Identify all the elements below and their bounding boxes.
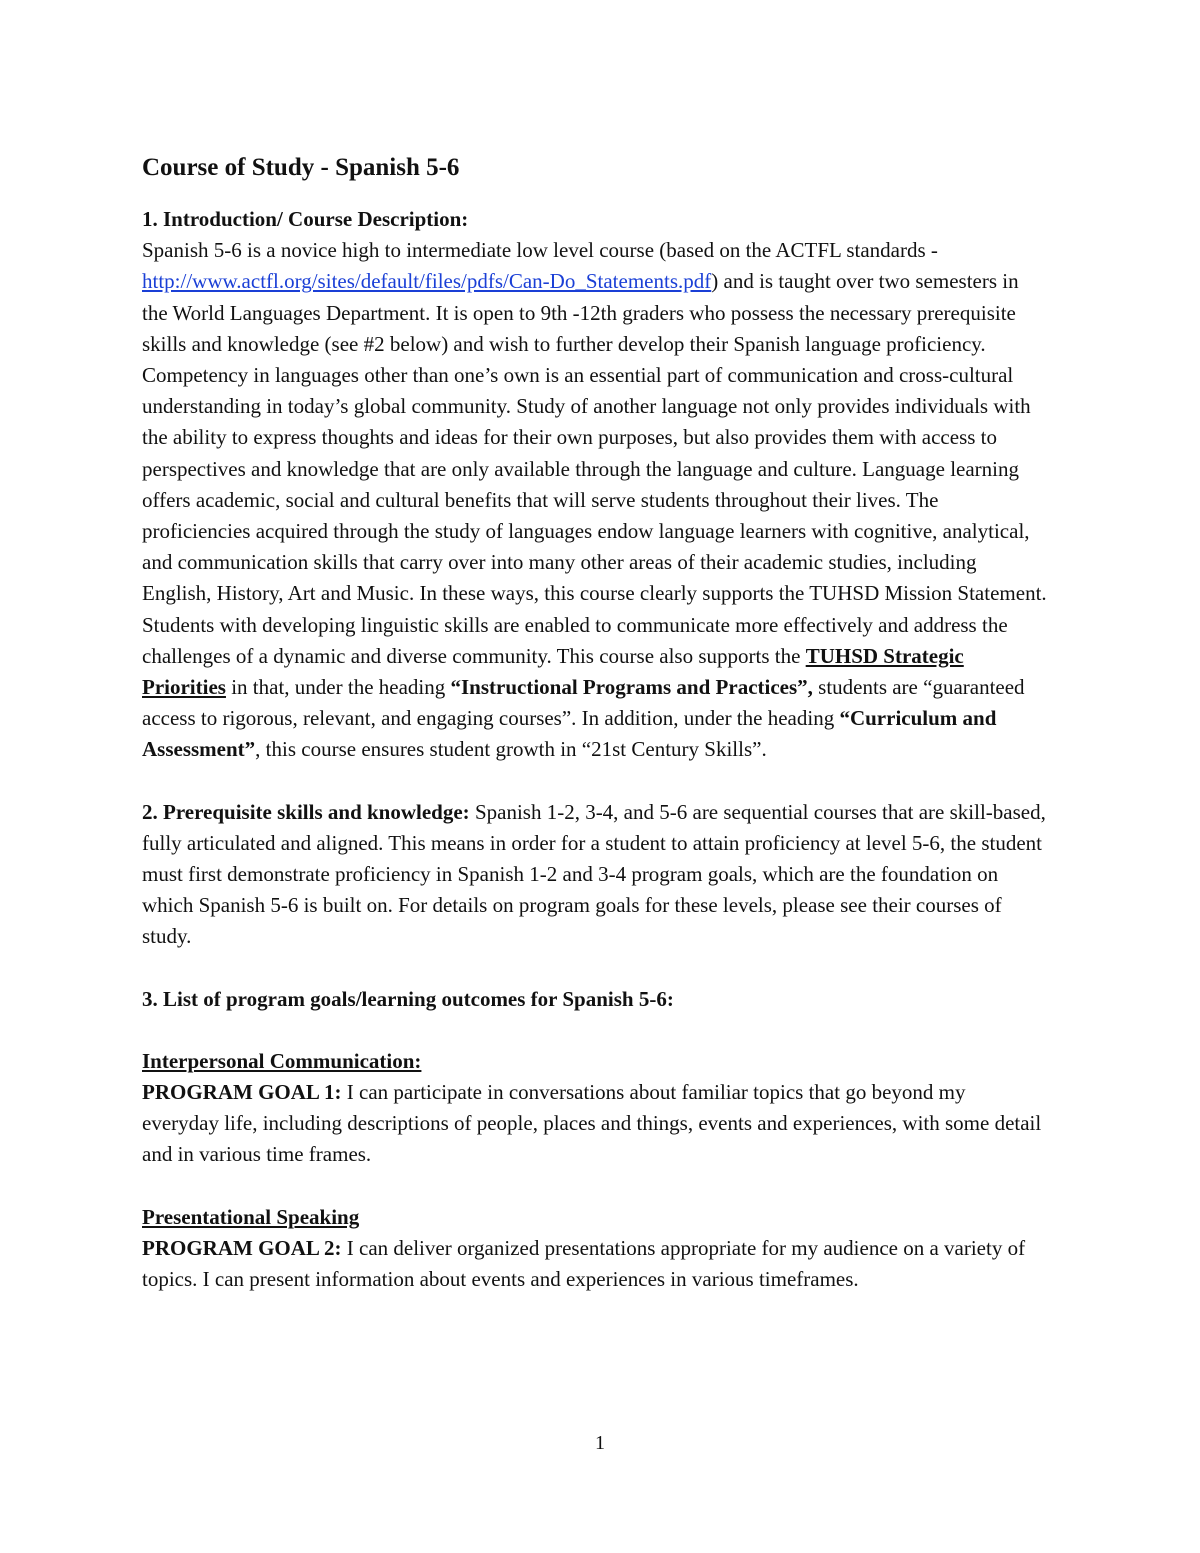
goal-1-category: Interpersonal Communication: [142,1048,422,1073]
section-1-text-c: in that, under the heading [225,675,451,700]
goal-1-label: PROGRAM GOAL 1: [142,1080,342,1105]
section-1-text-d: students are “guaranteed access to rigorous, relevant, and engaging courses”. In addition, under the heading [142,675,1025,731]
section-3-heading: 3. List of program goals/learning outcomes for Spanish 5-6: [142,986,674,1011]
goal-2-text: I can deliver organized presentations appropriate for my audience on a variety of topics. I can present information about events and experiences in various timeframes. [142,1235,1026,1292]
spacer [142,1015,1047,1046]
instructional-programs-heading: “Instructional Programs and Practices”, [450,675,813,700]
strategic-priorities-heading: TUHSD Strategic Priorities [142,643,964,700]
spacer [142,1171,1047,1202]
document-body [142,150,1047,1295]
document-title: Course of Study - Spanish 5-6 [142,154,460,181]
actfl-standards-link[interactable]: http://www.actfl.org/sites/default/files/pdfs/Can-Do_Statements.pdf [142,269,712,294]
section-1-heading: 1. Introduction/ Course Description: [142,207,469,231]
goal-2-category: Presentational Speaking [142,1204,360,1229]
goal-1-text: I can participate in conversations about familiar topics that go beyond my everyday life, including descriptions of people, places and things, events and experiences, with some detail and in various time frames. [142,1080,1042,1167]
section-2-text: Spanish 1-2, 3-4, and 5-6 are sequential courses that are skill-based, fully articulated and aligned. This means in order for a student to attain proficiency at level 5-6, the student must first demonstrate proficiency in Spanish 1-2 and 3-4 program goals, which are the foundation on which Spanish 5-6 is built on. For details on program goals for these levels, please see their courses of study. [142,799,1046,949]
section-1-text-b: ) and is taught over two semesters in the World Languages Department. It is open to 9th -12th graders who possess the necessary prerequisite skills and knowledge (see #2 below) and wish to further develop their Spanish language proficiency. Competency in languages other than one’s own is an essential part of communication and cross-cultural understanding in today’s global community. Study of another language not only provides individuals with the ability to express thoughts and ideas for their own purposes, but also provides them with access to perspectives and knowledge that are only available through the language and culture. Language learning offers academic, social and cultural benefits that will serve students throughout their lives. The proficiencies acquired through the study of languages endow language learners with cognitive, analytical, and communication skills that carry over into many other areas of their academic studies, including English, History, Art and Music. In these ways, this course clearly supports the TUHSD Mission Statement. Students with developing linguistic skills are enabled to communicate more effectively and address the challenges of a dynamic and diverse community. This course also supports the [142,269,1047,668]
spacer [142,766,1047,797]
curriculum-assessment-heading: “Curriculum and Assessment” [142,706,997,762]
goal-2-label: PROGRAM GOAL 2: [142,1235,342,1260]
section-2-heading: 2. Prerequisite skills and knowledge: [142,799,470,824]
section-2-paragraph [142,797,1047,953]
section-1-paragraph [142,204,1047,766]
program-goal-2 [142,1202,1047,1296]
section-1-text-e: , this course ensures student growth in “21st Century Skills”. [255,737,767,762]
section-1-text-a: Spanish 5-6 is a novice high to intermediate low level course (based on the ACTFL standards - [142,238,938,263]
program-goal-1 [142,1046,1047,1171]
spacer [142,953,1047,984]
page-number: 1 [595,1432,605,1454]
